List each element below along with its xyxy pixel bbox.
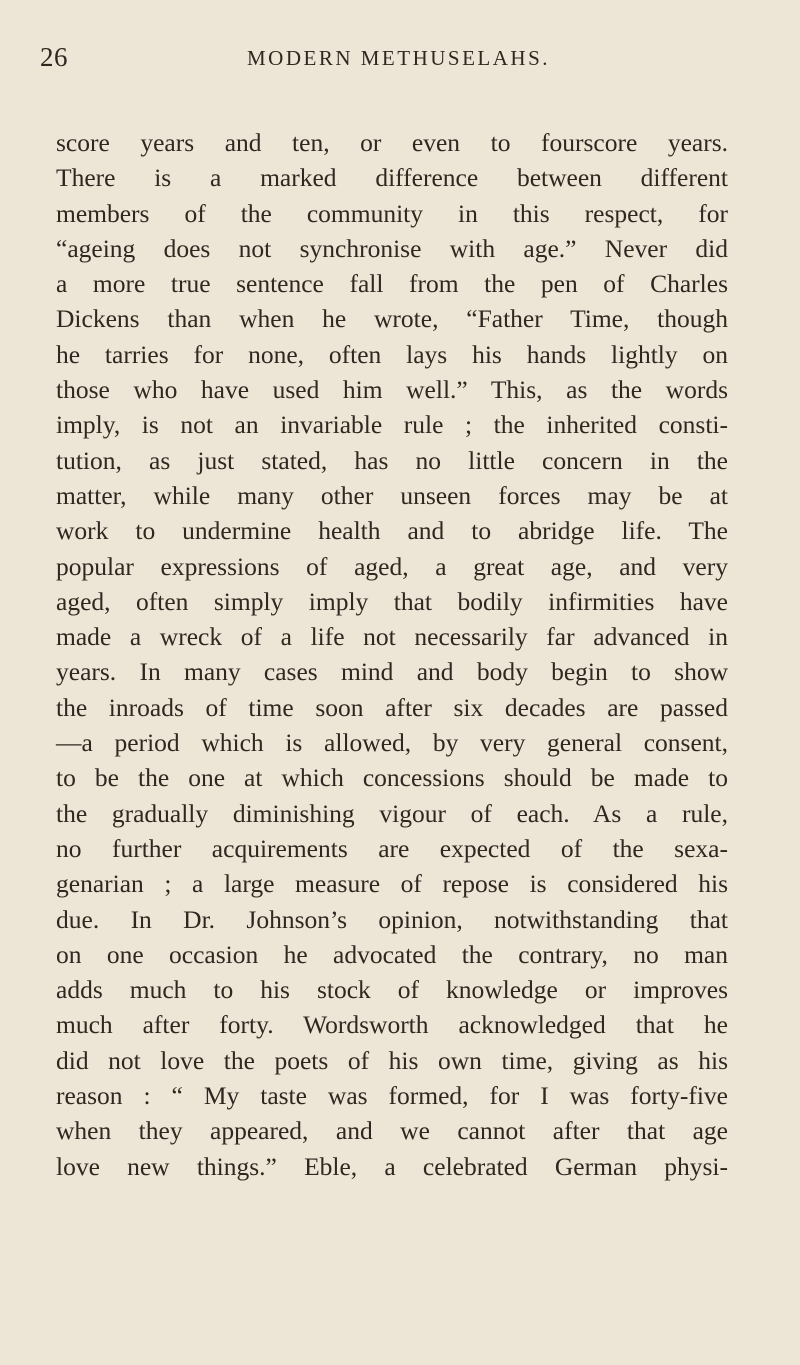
text-line: genarian ; a large measure of repose is considered his — [56, 869, 728, 899]
text-line: on one occasion he advocated the contrary, no man — [56, 939, 728, 969]
text-line: did not love the poets of his own time, giving as his — [56, 1045, 728, 1075]
text-line: Dickens than when he wrote, “Father Time, though — [56, 304, 728, 334]
text-line: when they appeared, and we cannot after that age — [56, 1116, 728, 1146]
text-line: those who have used him well.” This, as the words — [56, 375, 728, 405]
text-line: imply, is not an invariable rule ; the inherited consti- — [56, 410, 728, 440]
text-line: “ageing does not synchronise with age.” Never did — [56, 233, 728, 263]
text-line: aged, often simply imply that bodily infirmities have — [56, 586, 728, 616]
text-line: matter, while many other unseen forces may be at — [56, 480, 728, 510]
page-number: 26 — [40, 42, 68, 72]
body-text — [56, 125, 728, 1184]
text-line: due. In Dr. Johnson’s opinion, notwithstanding that — [56, 904, 728, 934]
running-title: MODERN METHUSELAHS. — [247, 46, 551, 70]
text-line: There is a marked difference between different — [56, 163, 728, 193]
text-line: work to undermine health and to abridge life. The — [56, 516, 728, 546]
text-line: adds much to his stock of knowledge or improves — [56, 975, 728, 1005]
running-head — [40, 42, 740, 82]
text-line: reason : “ My taste was formed, for I was forty-five — [56, 1081, 728, 1111]
text-line: the inroads of time soon after six decades are passed — [56, 692, 728, 722]
text-line: no further acquirements are expected of the sexa- — [56, 833, 728, 863]
text-line: —a period which is allowed, by very general consent, — [56, 728, 728, 758]
text-line: much after forty. Wordsworth acknowledged that he — [56, 1010, 728, 1040]
text-line: made a wreck of a life not necessarily far advanced in — [56, 622, 728, 652]
text-line: love new things.” Eble, a celebrated German physi- — [56, 1151, 728, 1181]
text-line: members of the community in this respect, for — [56, 198, 728, 228]
text-line: years. In many cases mind and body begin to show — [56, 657, 728, 687]
text-line: tution, as just stated, has no little concern in the — [56, 445, 728, 475]
text-line: score years and ten, or even to fourscore years. — [56, 128, 728, 157]
text-line: the gradually diminishing vigour of each. As a rule, — [56, 798, 728, 828]
text-line: to be the one at which concessions should be made to — [56, 763, 728, 793]
text-line: popular expressions of aged, a great age, and very — [56, 551, 728, 581]
text-line: he tarries for none, often lays his hands lightly on — [56, 339, 728, 369]
text-line: a more true sentence fall from the pen of Charles — [56, 269, 728, 299]
